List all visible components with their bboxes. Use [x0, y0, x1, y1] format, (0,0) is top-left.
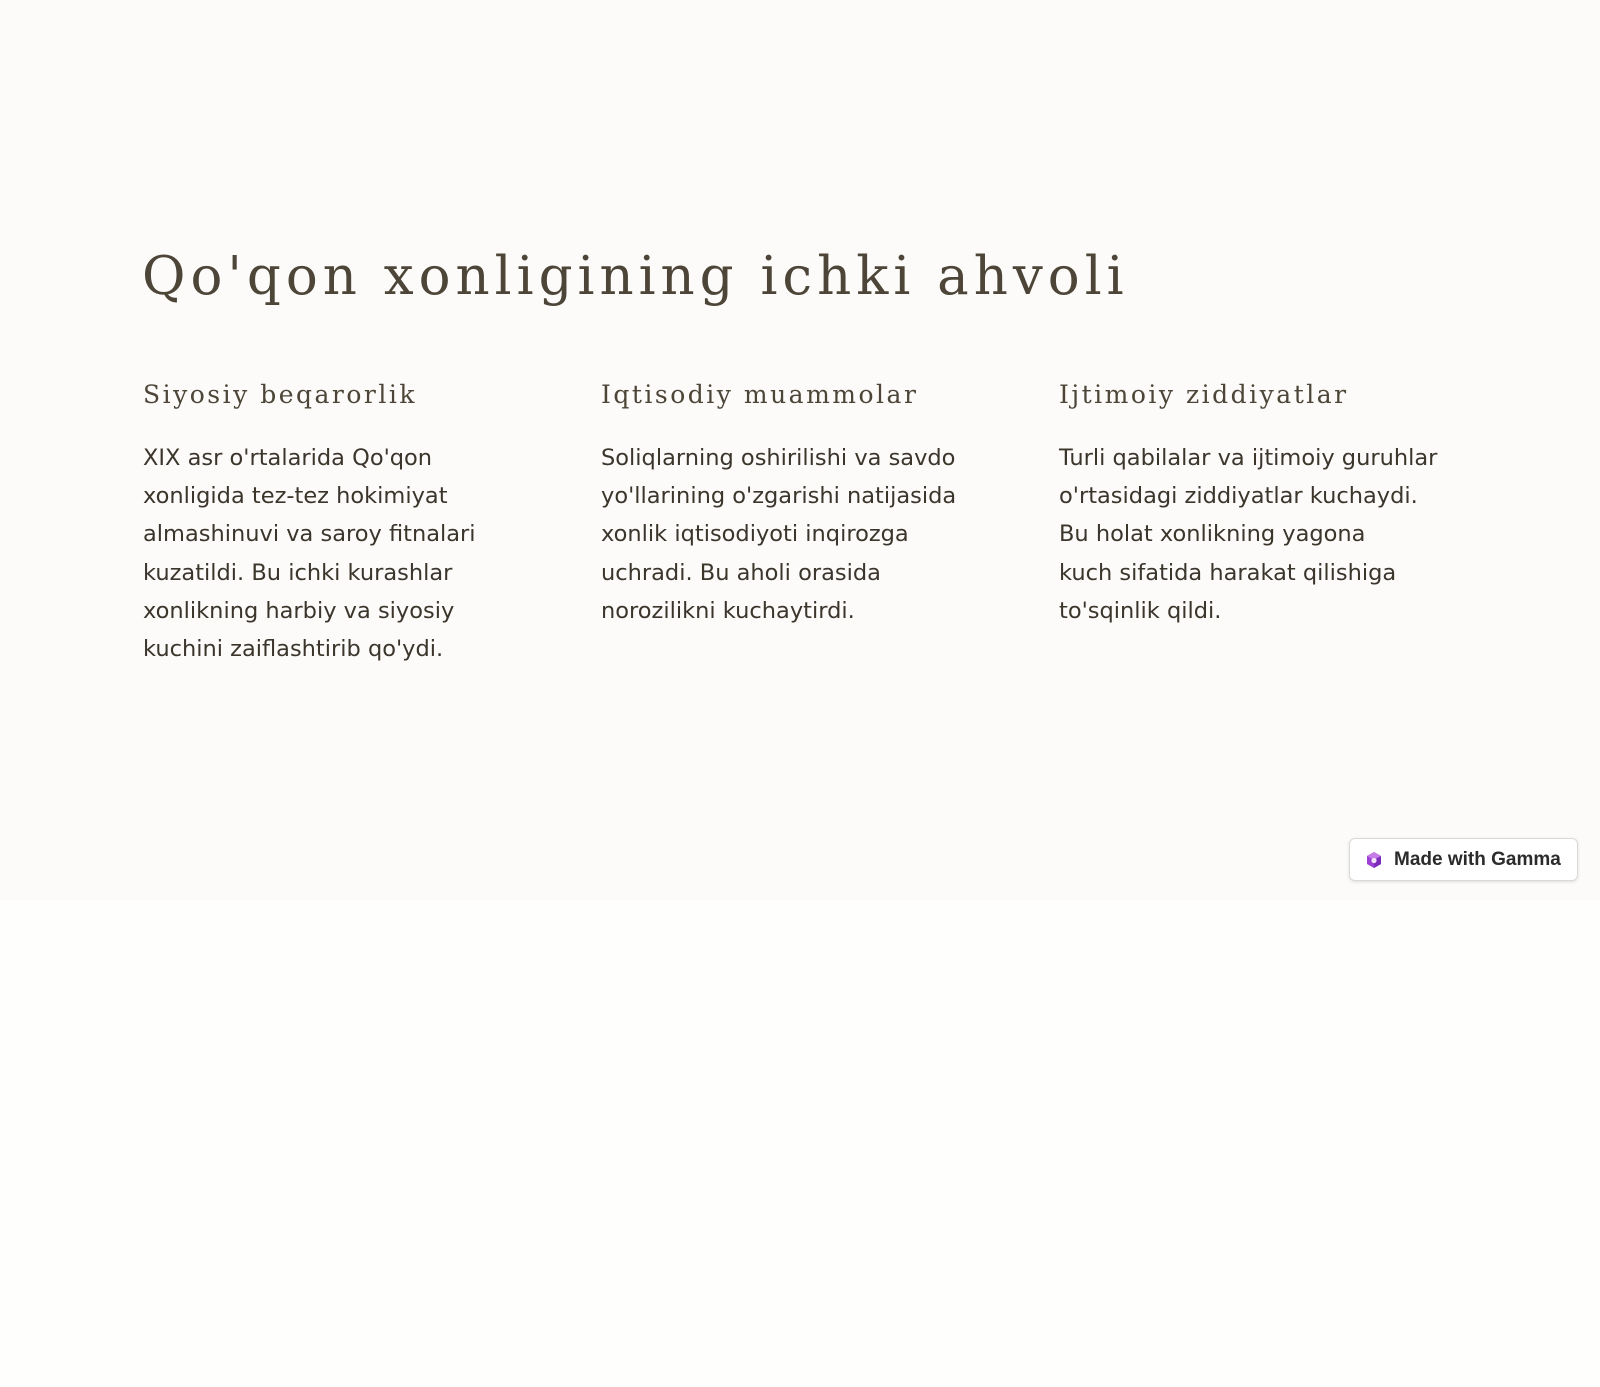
column-heading: Ijtimoiy ziddiyatlar	[1059, 380, 1349, 409]
column-political-instability	[143, 380, 538, 668]
slide-title: Qo'qon xonligining ichki ahvoli	[142, 246, 1129, 307]
page-background-below-slide	[0, 900, 1600, 1387]
column-economic-problems	[601, 380, 996, 630]
badge-label: Made with Gamma	[1394, 848, 1561, 870]
column-text: Turli qabilalar va ijtimoiy guruhlar o'rtasidagi ziddiyatlar kuchaydi. Bu holat xonlikning yagona kuch sifatida harakat qilishiga to'sqinlik qildi.	[1059, 445, 1438, 624]
gamma-logo-icon	[1365, 851, 1383, 869]
column-text: Soliqlarning oshirilishi va savdo yo'llarining o'zgarishi natijasida xonlik iqtisodiyoti inqirozga uchradi. Bu aholi orasida norozilikni kuchaytirdi.	[601, 445, 957, 624]
made-with-gamma-badge[interactable]	[1349, 838, 1578, 881]
column-heading: Siyosiy beqarorlik	[143, 380, 417, 409]
column-social-conflicts	[1059, 380, 1454, 630]
column-text: XIX asr o'rtalarida Qo'qon xonligida tez-tez hokimiyat almashinuvi va saroy fitnalari kuzatildi. Bu ichki kurashlar xonlikning harbiy va siyosiy kuchini zaiflashtirib qo'ydi.	[143, 445, 476, 663]
column-heading: Iqtisodiy muammolar	[601, 380, 919, 409]
